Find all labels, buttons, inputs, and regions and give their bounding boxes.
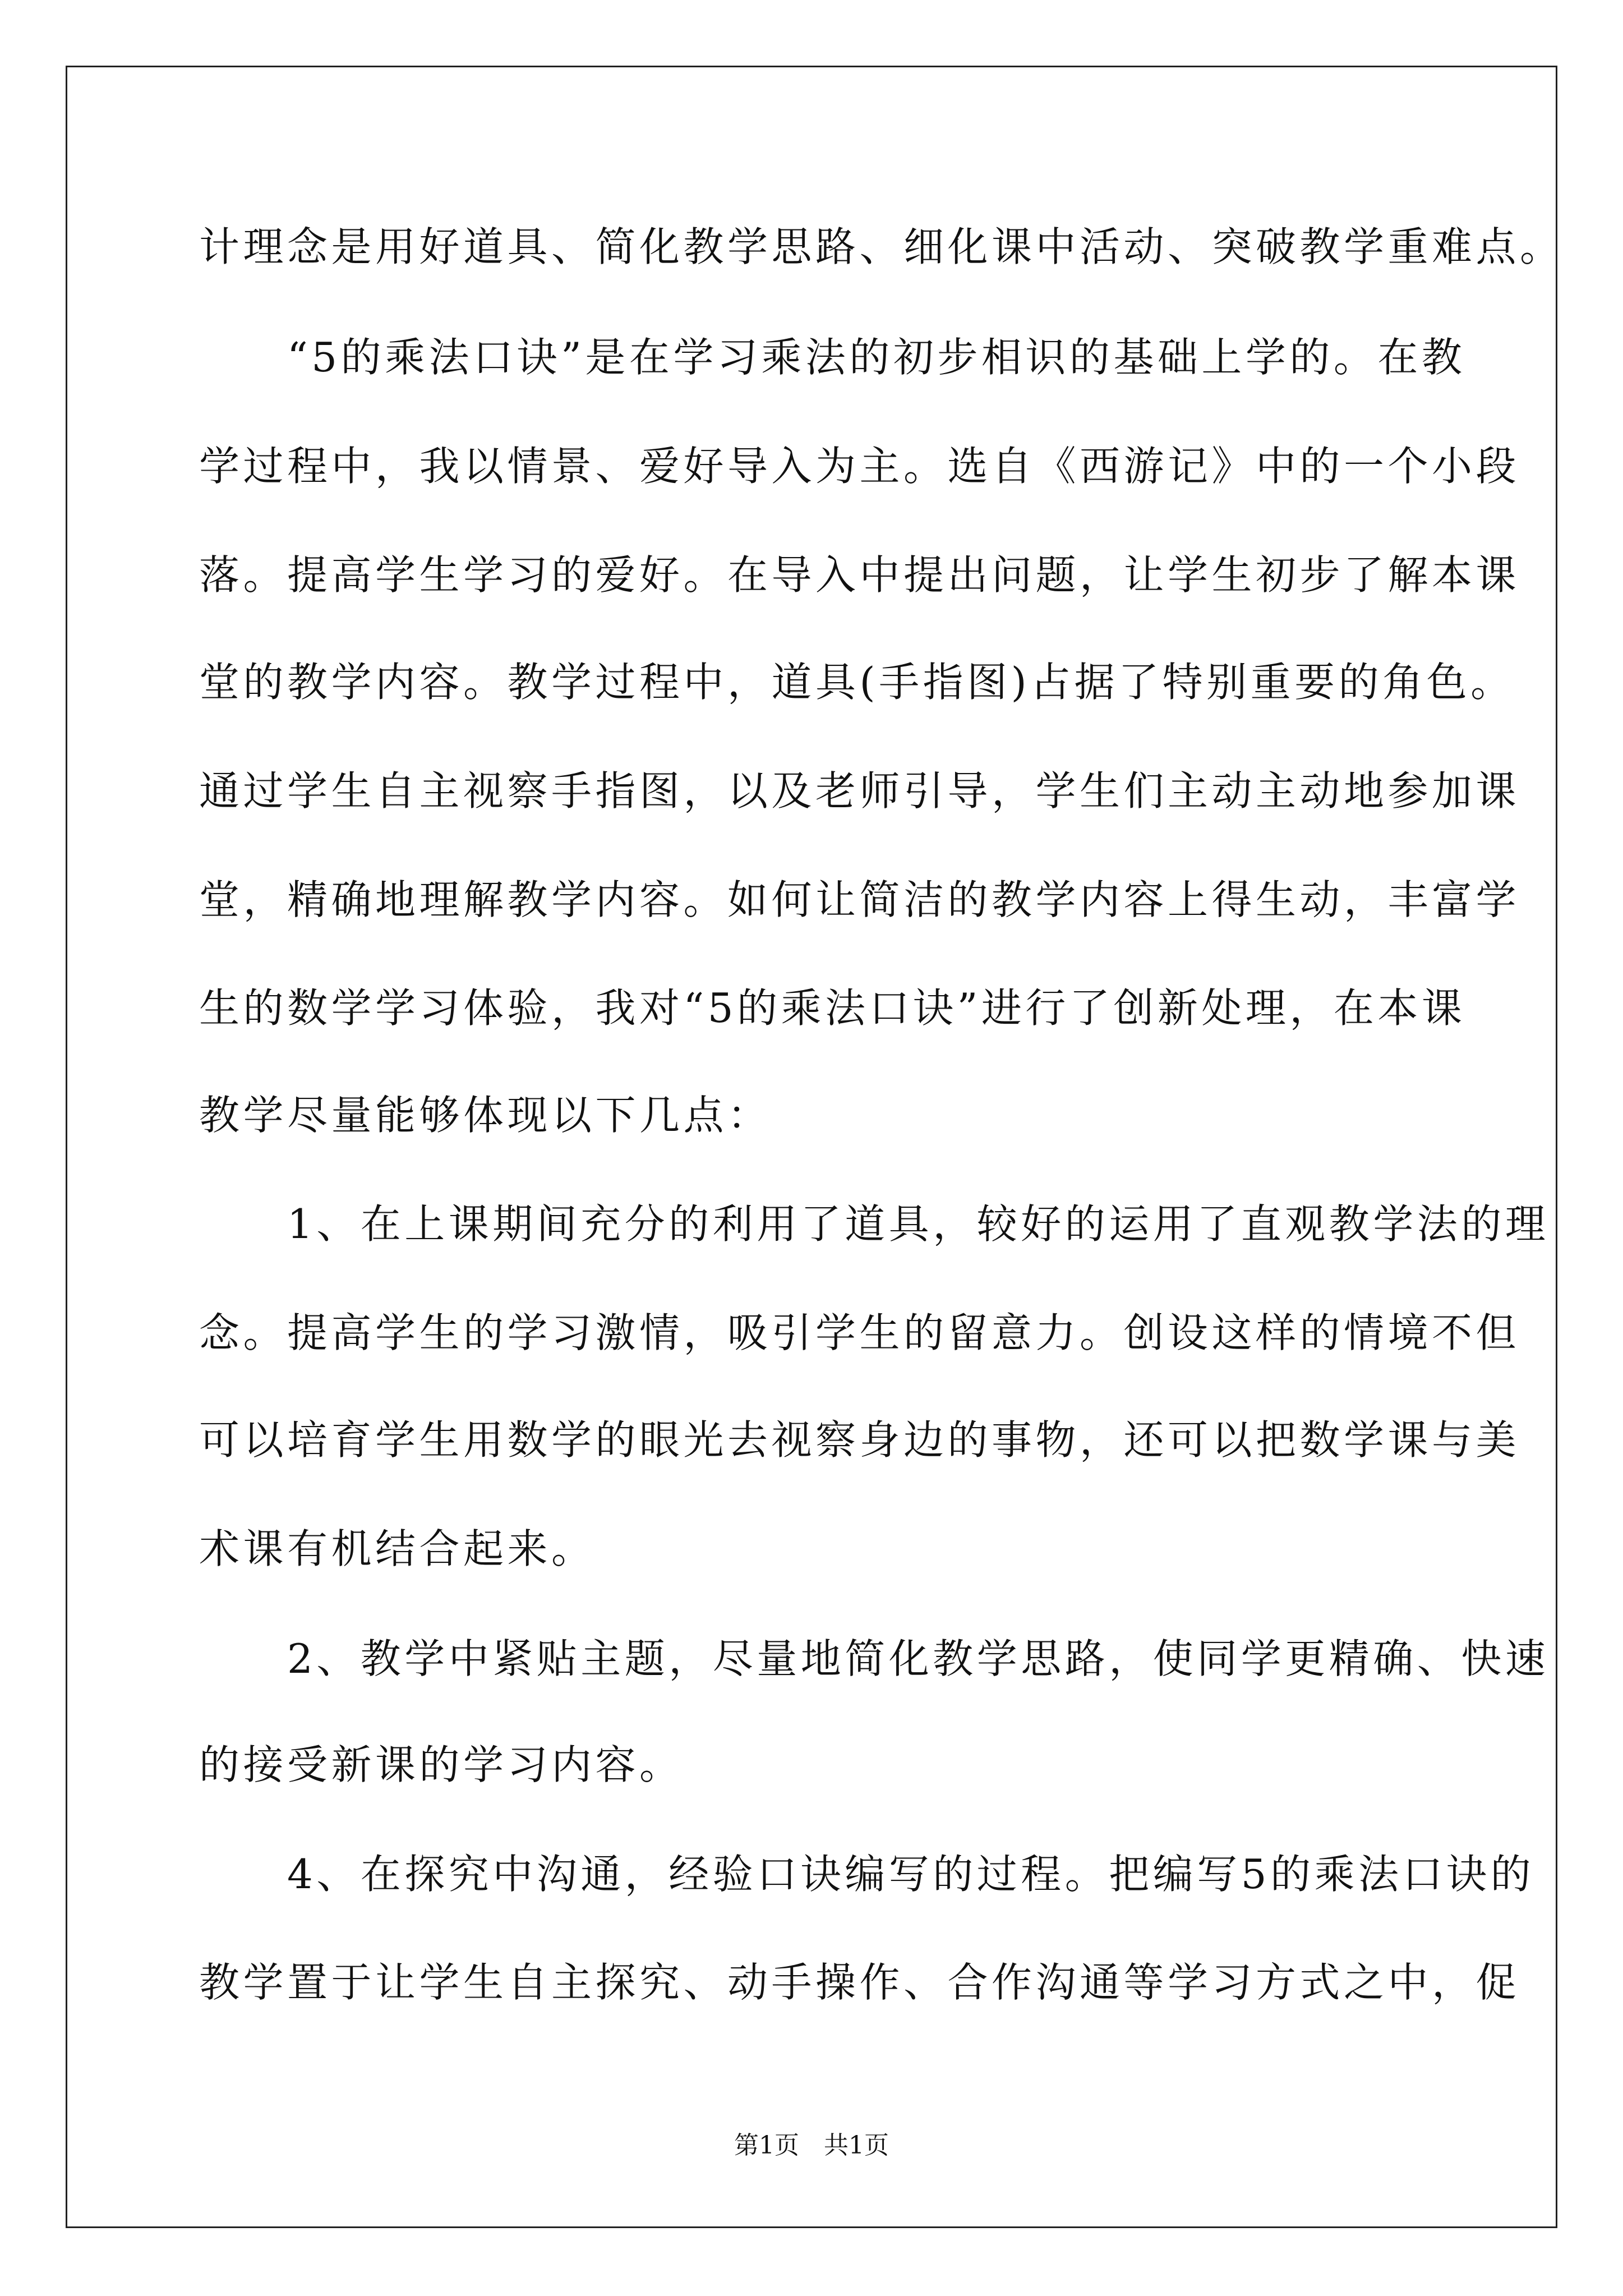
text-line: “5的乘法口诀”是在学习乘法的初步相识的基础上学的。在教 <box>199 334 1466 381</box>
text-line: 可以培育学生用数学的眼光去视察身边的事物，还可以把数学课与美 <box>199 1416 1520 1464</box>
text-line: 堂，精确地理解教学内容。如何让简洁的教学内容上得生动，丰富学 <box>199 876 1520 923</box>
page-border <box>66 66 1557 2228</box>
text-line: 4、在探究中沟通，经验口诀编写的过程。把编写5的乘法口诀的 <box>199 1851 1535 1898</box>
text-line: 计理念是用好道具、简化教学思路、细化课中活动、突破教学重难点。 <box>199 223 1564 270</box>
text-line: 1、在上课期间充分的利用了道具，较好的运用了直观教学法的理 <box>199 1200 1550 1248</box>
text-line: 落。提高学生学习的爱好。在导入中提出问题，让学生初步了解本课 <box>199 551 1520 599</box>
text-line: 的接受新课的学习内容。 <box>199 1741 684 1788</box>
text-line: 通过学生自主视察手指图，以及老师引导，学生们主动主动地参加课 <box>199 767 1520 815</box>
text-line: 堂的教学内容。教学过程中，道具(手指图)占据了特别重要的角色。 <box>199 659 1515 706</box>
text-line: 2、教学中紧贴主题，尽量地简化教学思路，使同学更精确、快速 <box>199 1635 1550 1682</box>
text-line: 教学置于让学生自主探究、动手操作、合作沟通等学习方式之中，促 <box>199 1959 1520 2006</box>
text-line: 术课有机结合起来。 <box>199 1525 596 1572</box>
text-line: 学过程中，我以情景、爱好导入为主。选自《西游记》中的一个小段 <box>199 443 1520 490</box>
text-line: 生的数学学习体验，我对“5的乘法口诀”进行了创新处理，在本课 <box>199 984 1466 1032</box>
text-line: 教学尽量能够体现以下几点： <box>199 1092 772 1139</box>
page-number: 第1页 共1页 <box>734 2131 889 2160</box>
text-line: 念。提高学生的学习激情，吸引学生的留意力。创设这样的情境不但 <box>199 1309 1520 1356</box>
